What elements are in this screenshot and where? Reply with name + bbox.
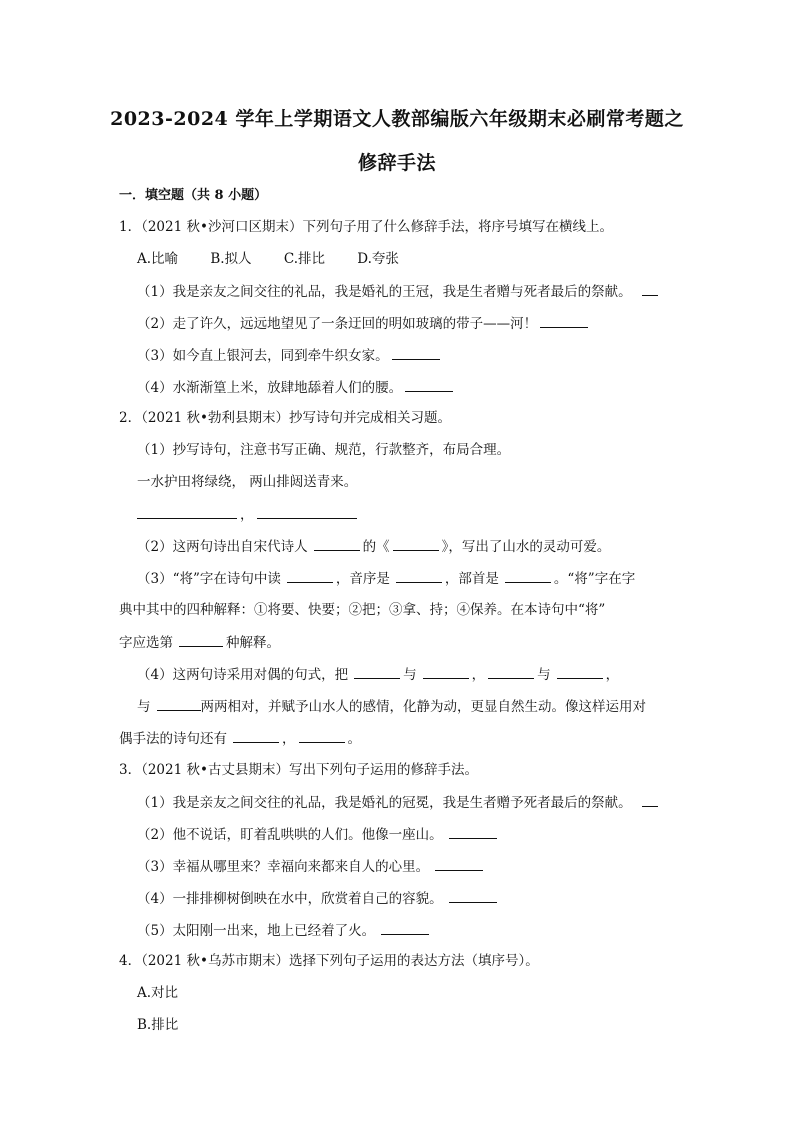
answer-blank[interactable] xyxy=(393,536,439,551)
answer-blank[interactable] xyxy=(392,345,440,360)
answer-blank[interactable] xyxy=(314,536,360,551)
text: 的《 xyxy=(362,539,390,555)
text: 两两相对，并赋予山水人的感情，化静为动，更显自然生动。像这样运用对 xyxy=(200,699,646,715)
q3-stem xyxy=(119,760,478,780)
answer-blank[interactable] xyxy=(354,664,400,679)
q1-item-2-text: （2）走了许久，远远地望见了一条迂回的明如玻璃的带子——河！ xyxy=(137,316,538,332)
q2-copy-lines xyxy=(137,504,360,525)
answer-blank[interactable] xyxy=(488,664,534,679)
answer-blank[interactable] xyxy=(179,632,223,647)
text: 。 xyxy=(347,731,361,747)
q3-item-1 xyxy=(137,792,661,813)
text: 与 xyxy=(137,699,151,715)
q1-number: 1． xyxy=(119,219,142,235)
text: 偶手法的诗句还有 xyxy=(119,731,227,747)
q1-option-d: D.夸张 xyxy=(357,251,399,267)
q4-stem xyxy=(119,951,539,971)
q1-item-3-text: （3）如今直上银河去，同到牵牛织女家。 xyxy=(137,348,389,364)
q1-item-1 xyxy=(137,281,661,302)
text: 与 xyxy=(537,667,551,683)
answer-blank[interactable] xyxy=(157,696,201,711)
q4-number: 4． xyxy=(119,953,142,969)
q2-item-3-line2: 典中其中的四种解释：①将要、快要；②把；③拿、持；④保养。在本诗句中“将” xyxy=(119,602,606,618)
q3-item-3-text: （3）幸福从哪里来？幸福向来都来自人的心里。 xyxy=(137,859,430,875)
q2-poem: 一水护田将绿绕， 两山排闼送青来。 xyxy=(137,474,358,490)
answer-blank[interactable] xyxy=(449,824,497,839)
q4-option-b: B.排比 xyxy=(137,1017,179,1033)
document-title-line1: 2023-2024 学年上学期语文人教部编版六年级期末必刷常考题之 xyxy=(110,108,684,130)
q1-item-3 xyxy=(137,345,443,366)
answer-blank[interactable] xyxy=(557,664,603,679)
q1-stem xyxy=(119,217,613,237)
text: ，音序是 xyxy=(335,571,390,587)
q3-number: 3． xyxy=(119,762,142,778)
text: 种解释。 xyxy=(226,635,280,651)
q2-item-4-line2 xyxy=(137,696,646,717)
text: 。“将”字在字 xyxy=(553,571,636,587)
q1-option-b: B.拟人 xyxy=(210,251,252,267)
text: 字应选第 xyxy=(119,635,173,651)
answer-blank[interactable] xyxy=(642,792,658,807)
text: ，部首是 xyxy=(444,571,499,587)
q2-number: 2． xyxy=(119,410,142,426)
document-title-line2: 修辞手法 xyxy=(357,152,436,174)
q3-stem-text: （2021 秋•古丈县期末）写出下列句子运用的修辞手法。 xyxy=(141,762,478,778)
answer-blank[interactable] xyxy=(381,920,429,935)
q3-item-4-text: （4）一排排柳树倒映在水中，欣赏着自己的容貌。 xyxy=(137,891,443,907)
answer-blank[interactable] xyxy=(505,568,551,583)
q3-item-3 xyxy=(137,856,486,877)
answer-blank[interactable] xyxy=(405,377,453,392)
q1-item-2 xyxy=(137,313,591,334)
copy-blank[interactable] xyxy=(257,504,357,519)
q3-item-2-text: （2）他不说话，盯着乱哄哄的人们。他像一座山。 xyxy=(137,827,443,843)
q2-item-1: （1）抄写诗句，注意书写正确、规范，行款整齐，布局合理。 xyxy=(137,442,511,458)
answer-blank[interactable] xyxy=(299,728,345,743)
q2-item-4 xyxy=(137,664,619,685)
text: ， xyxy=(605,667,620,683)
q1-option-c: C.排比 xyxy=(283,251,325,267)
q3-item-2 xyxy=(137,824,500,845)
text: （2）这两句诗出自宋代诗人 xyxy=(137,539,308,555)
q1-stem-text: （2021 秋•沙河口区期末）下列句子用了什么修辞手法，将序号填写在横线上。 xyxy=(141,219,613,235)
q3-item-1-text: （1）我是亲友之间交往的礼品，我是婚礼的冠冕，我是生者赠予死者最后的祭献。 xyxy=(137,795,632,811)
q2-item-4-line3 xyxy=(119,728,361,749)
q3-item-5 xyxy=(137,920,432,941)
answer-blank[interactable] xyxy=(233,728,279,743)
q1-item-1-text: （1）我是亲友之间交往的礼品，我是婚礼的王冠，我是生者赠与死者最后的祭献。 xyxy=(137,284,632,300)
text: （4）这两句诗采用对偶的句式，把 xyxy=(137,667,349,683)
q4-stem-text: （2021 秋•乌苏市期末）选择下列句子运用的表达方法（填序号）。 xyxy=(141,953,539,969)
answer-blank[interactable] xyxy=(449,888,497,903)
q3-item-4 xyxy=(137,888,500,909)
answer-blank[interactable] xyxy=(435,856,483,871)
answer-blank[interactable] xyxy=(642,281,658,296)
q3-item-5-text: （5）太阳刚一出来，地上已经着了火。 xyxy=(137,923,376,939)
text: ， xyxy=(282,731,296,747)
q2-stem xyxy=(119,408,451,428)
q2-stem-text: （2021 秋•勃利县期末）抄写诗句并完成相关习题。 xyxy=(141,410,451,426)
answer-blank[interactable] xyxy=(396,568,442,583)
q2-item-3 xyxy=(137,568,635,589)
q1-item-4-text: （4）水渐渐篁上米，放肆地舔着人们的腰。 xyxy=(137,380,403,396)
comma: ， xyxy=(240,507,254,523)
q1-item-4 xyxy=(137,377,456,398)
copy-blank[interactable] xyxy=(137,504,237,519)
q2-item-2 xyxy=(137,536,610,557)
text: （3）“将”字在诗句中读 xyxy=(137,571,281,587)
text: 》，写出了山水的灵动可爱。 xyxy=(441,539,611,555)
q2-item-3-line3 xyxy=(119,632,280,653)
q1-options xyxy=(137,249,427,269)
section-heading: 一．填空题（共 8 小题） xyxy=(119,188,268,203)
q1-option-a: A.比喻 xyxy=(137,251,179,267)
text: 与 xyxy=(403,667,417,683)
answer-blank[interactable] xyxy=(540,313,588,328)
answer-blank[interactable] xyxy=(423,664,469,679)
answer-blank[interactable] xyxy=(287,568,333,583)
q4-option-a: A.对比 xyxy=(137,985,179,1001)
text: ， xyxy=(471,667,486,683)
